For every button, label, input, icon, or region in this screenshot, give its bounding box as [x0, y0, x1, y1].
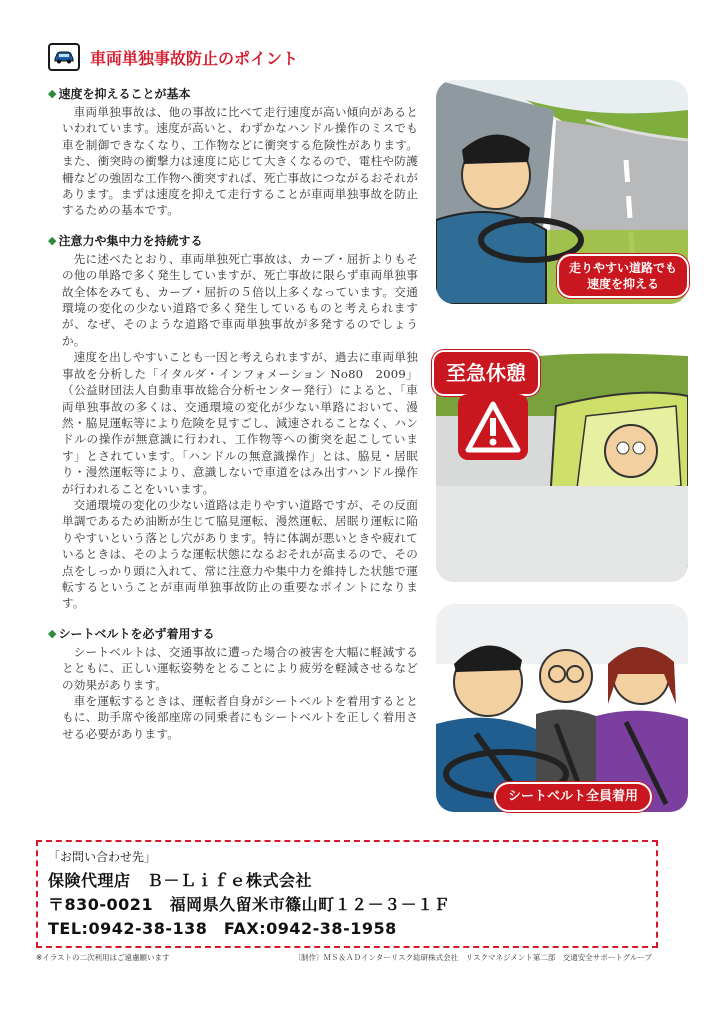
car-icon	[48, 43, 80, 71]
footer-credit: 〔制作〕ＭＳ＆ＡＤインターリスク総研株式会社 リスクマネジメント第二部 交通安全サポートグループ	[293, 953, 652, 962]
warning-icon	[458, 394, 528, 460]
caption-rest-now: 至急休憩	[432, 350, 540, 396]
section-heading: ◆ シートベルトを必ず着用する	[48, 626, 215, 641]
contact-box	[36, 840, 658, 948]
paragraph: シートベルトは、交通事故に遭った場合の被害を大幅に軽減するとともに、正しい運転姿勢をとることにより疲労を軽減させるなどの効果があります。	[62, 644, 418, 692]
section-heading: ◆ 注意力や集中力を持続する	[48, 233, 203, 248]
section-heading: ◆ 速度を抑えることが基本	[48, 87, 191, 101]
paragraph: 交通環境の変化の少ない道路は走りやすい道路ですが、その反面単調であるため油断が生じて脇見運転、漫然運転、居眠り運転に陥りやすいという落とし穴があります。特に体調が悪いときや疲れているときは、そのような運転状態になるおそれが高まるので、その点をしっかり頭に入れて、常に注意力や集中力を維持した状態で運転するということが車両単独事故防止の重要なポイントになります。	[62, 497, 418, 611]
diamond-bullet-icon: ◆	[48, 626, 57, 640]
agency-address: 〒830-0021 福岡県久留米市篠山町１２－３－１Ｆ	[48, 895, 451, 914]
diamond-bullet-icon: ◆	[48, 87, 57, 100]
contact-label: 「お問い合わせ先」	[48, 850, 157, 864]
agency-name: 保険代理店 Ｂ－Ｌｉｆｅ株式会社	[48, 871, 313, 890]
footer-note: ※イラストの二次利用はご遠慮願います	[36, 953, 170, 962]
caption-seatbelts-all: シートベルト全員着用	[494, 782, 652, 812]
paragraph: 車を運転するときは、運転者自身がシートベルトを着用するとともに、助手席や後部座席の同乗者にもシートベルトを正しく着用させる必要があります。	[62, 694, 418, 741]
agency-phone-fax: TEL:0942-38-138 FAX:0942-38-1958	[48, 919, 397, 938]
illustration-seatbelts	[436, 604, 688, 812]
caption-slow-down: 走りやすい道路でも 速度を抑える	[557, 254, 689, 298]
diamond-bullet-icon: ◆	[48, 233, 57, 247]
page-header	[48, 40, 298, 74]
article-body	[48, 86, 418, 742]
paragraph: 先に述べたとおり、車両単独死亡事故は、カーブ・屈折よりもその他の単路で多く発生していますが、死亡事故に限らず車両単独事故全体をみても、カーブ・屈折の５倍以上多くなっています。交通環境の変化の少ない道路で多く発生しているものと考えられますが、なぜ、そのような道路で車両単独事故が多発するのでしょうか。	[62, 251, 418, 348]
paragraph: 速度を出しやすいことも一因と考えられますが、過去に車両単独事故を分析した「イタルダ・インフォメーション No80 2009」（公益財団法人自動車事故総合分析センター発行）によると、「車両単独事故の多くは、交通環境の変化が少ない単路において、漫然・脇見運転等により危険を見すごし、減速されることなく、ハンドルの操作が無意識に行われ、工作物等への衝突を起こしています」とされています。「ハンドルの無意識操作」とは、脇見・居眠り・漫然運転等により、意識しないで車道をはみ出すハンドル操作が行われることをいいます。	[62, 350, 418, 496]
paragraph: 車両単独事故は、他の事故に比べて走行速度が高い傾向があるといわれています。速度が高いと、わずかなハンドル操作のミスでも車を制御できなくなり、工作物などに衝突する危険性があります。また、衝突時の衝撃力は速度に応じて大きくなるので、電柱や防護柵などの強固な工作物へ衝突すれば、死亡事故につながるおそれがあります。まずは速度を抑えて走行することが車両単独事故を防止するための基本です。	[62, 105, 418, 218]
page-title: 車両単独事故防止のポイント	[90, 48, 299, 68]
